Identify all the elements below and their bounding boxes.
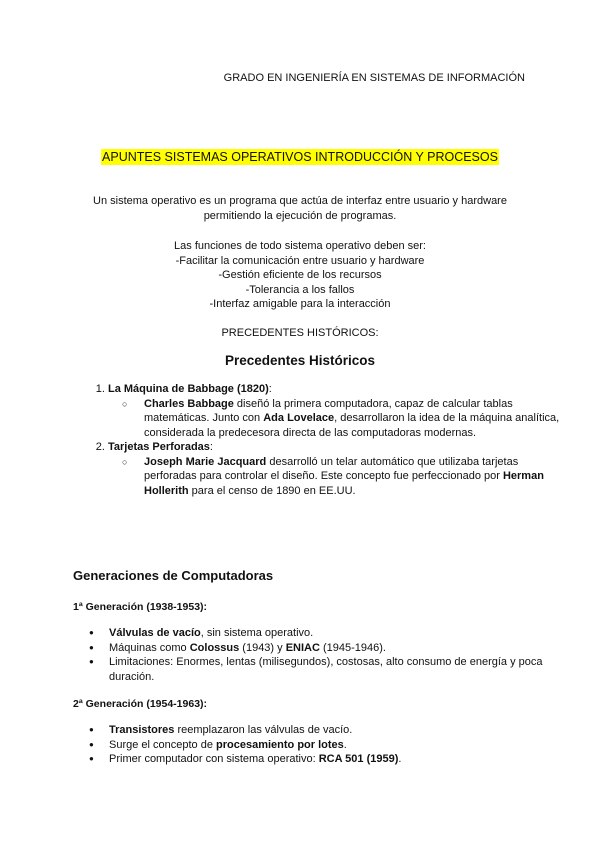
historia-list	[78, 382, 568, 498]
function-item: -Tolerancia a los fallos	[245, 283, 355, 296]
precedentes-caps-heading: PRECEDENTES HISTÓRICOS:	[221, 327, 379, 339]
precedentes-heading: Precedentes Históricos	[224, 353, 376, 368]
intro-line: permitiendo la ejecución de programas.	[203, 209, 397, 222]
function-item: -Gestión eficiente de los recursos	[218, 269, 382, 281]
item-title: La Máquina de Babbage (1820)	[108, 383, 269, 395]
document-title: APUNTES SISTEMAS OPERATIVOS INTRODUCCIÓN Y PROCESOS	[102, 150, 498, 164]
document-title-block	[0, 150, 600, 166]
list-item: ● Limitaciones: Enormes, lentas (milisegundos), costosas, alto consumo de energía y poca duración.	[109, 655, 549, 684]
list-item: 2. Tarjetas Perforadas: ○ Joseph Marie Jacquard desarrolló un telar automático que utilizaba tarjetas perforadas para controlar el diseño. Este concepto fue perfeccionado por Herman Hollerith para el censo de 1890 en EE.UU.	[108, 440, 568, 498]
gen2-heading: 2ª Generación (1954-1963):	[73, 698, 208, 710]
sub-list	[108, 397, 568, 441]
item-title: Tarjetas Perforadas	[108, 441, 210, 453]
gen2-list	[88, 723, 549, 767]
gen1-heading: 1ª Generación (1938-1953):	[73, 601, 208, 613]
intro-line: Un sistema operativo es un programa que actúa de interfaz entre usuario y hardware	[93, 195, 507, 207]
list-item: ● Máquinas como Colossus (1943) y ENIAC (1945-1946).	[109, 641, 549, 656]
sub-list-item: ○ Charles Babbage diseñó la primera computadora, capaz de calcular tablas matemáticas. Junto con Ada Lovelace, desarrollaron la idea de la máquina analítica, considerada la predecesora directa de las computadoras modernas.	[144, 397, 568, 441]
function-item: -Interfaz amigable para la interacción	[209, 298, 391, 310]
generaciones-heading: Generaciones de Computadoras	[73, 568, 274, 583]
functions-heading: Las funciones de todo sistema operativo deben ser:	[174, 240, 426, 252]
gen1-list	[88, 626, 549, 684]
list-item: ● Válvulas de vacío, sin sistema operativo.	[109, 626, 549, 641]
sub-list-item: ○ Joseph Marie Jacquard desarrolló un telar automático que utilizaba tarjetas perforadas para controlar el diseño. Este concepto fue perfeccionado por Herman Hollerith para el censo de 1890 en EE.UU.	[144, 455, 568, 499]
sub-list	[108, 455, 568, 499]
list-item: 1. La Máquina de Babbage (1820): ○ Charles Babbage diseñó la primera computadora, capaz de calcular tablas matemáticas. Junto con Ada Lovelace, desarrollaron la idea de la máquina analítica, considerada la predecesora directa de las computadoras modernas.	[108, 382, 568, 440]
functions-block	[0, 239, 600, 312]
list-item: ● Primer computador con sistema operativo: RCA 501 (1959).	[109, 752, 549, 767]
list-item: ● Surge el concepto de procesamiento por lotes.	[109, 738, 549, 753]
document-header: GRADO EN INGENIERÍA EN SISTEMAS DE INFORMACIÓN	[223, 72, 525, 84]
list-item: ● Transistores reemplazaron las válvulas de vacío.	[109, 723, 549, 738]
intro-paragraph	[0, 194, 600, 223]
function-item: -Facilitar la comunicación entre usuario y hardware	[175, 254, 425, 267]
